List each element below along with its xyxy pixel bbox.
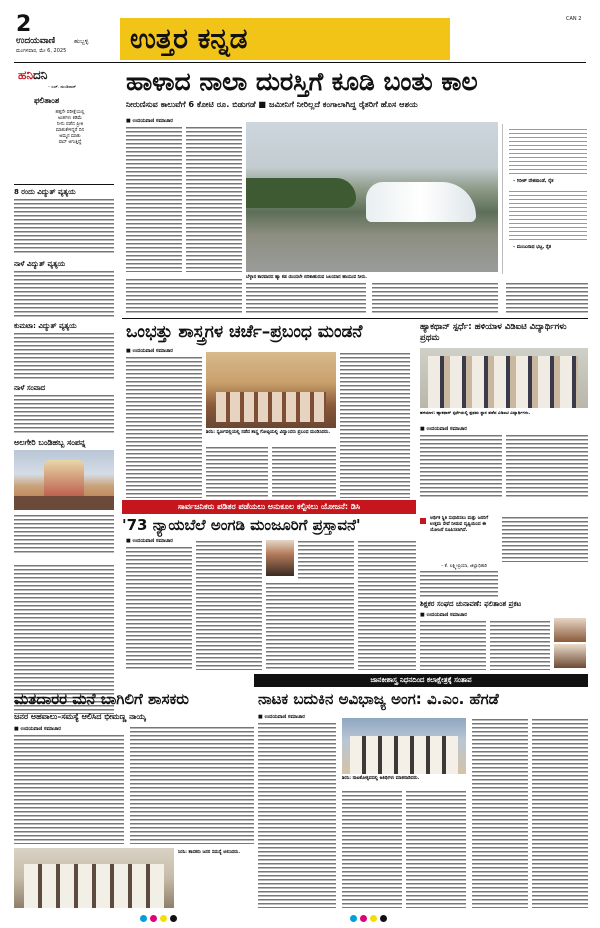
hackathon-story [416,322,588,498]
seminar-story [122,322,412,498]
sports-box [420,600,588,670]
drama-story [258,690,588,910]
drama-body [532,718,588,908]
mla-photo [14,848,174,908]
seminar-body [272,446,336,498]
drama-byline: ■ ಉದಯವಾಣಿ ಸಮಾಚಾರ [258,714,305,720]
hackathon-body [420,434,502,498]
sports-headline: ಶಿಕ್ಷಕರ ಸಂಘದ ಚುನಾವಣೆ: ಫಲಿತಾಂಶ ಪ್ರಕಟ [420,600,522,608]
poem-line: ನೀನು ಪಡೆದ ಪ್ರೀತಿ [56,122,84,127]
horoscope-logo [18,68,47,83]
registration-dot [140,915,147,922]
drama-body [406,790,466,908]
ration-story [122,538,416,670]
hackathon-headline: ಹ್ಯಾಕಥಾನ್ ಸ್ಪರ್ಧೆ: ಹಳಿಯಾಳ ವಿಡಿಐಟಿ ವಿದ್ಯಾರ್ಥಿಗಳು ಪ್ರಥಮ [420,322,567,343]
drama-body [258,722,336,908]
ration-body [502,516,588,562]
quote2-author: – ಮಂಜುನಾಥ ಭಟ್ಟ, ರೈತ [513,245,552,250]
story-body [14,270,114,318]
divider [14,184,114,185]
drama-body [472,718,528,908]
lead-headline: ಹಾಳಾದ ನಾಲಾ ದುರಸ್ತಿಗೆ ಕೂಡಿ ಬಂತು ಕಾಲ [126,67,478,96]
trees-shape [246,178,356,208]
poem-line: ಅಮ್ಮನ ಮಾತು [59,134,81,139]
registration-dot [150,915,157,922]
lead-subhead: ನೀರುಣಿಸುವ ಕಾಲುವೆಗೆ 6 ಕೋಟಿ ರೂ. ಬಿಡುಗಡೆ ■ ಜಮೀನಿಗೆ ನೀರಿಲ್ಲದೆ ಕಂಗಾಲಾಗಿದ್ದ ರೈತರಿಗೆ ಹೊಸ ಆಶಯ [126,99,418,109]
registration-dot [370,915,377,922]
mla-photo-caption: ಸಿರಸಿ: ಶಾಸಕರು ಜನರ ಸಮಸ್ಯೆ ಆಲಿಸಿದರು. [178,850,240,855]
ration-body [358,540,416,670]
paper-name: ಉದಯವಾಣಿ [16,36,56,46]
horoscope-brand-a: ಹನಿ [18,68,33,82]
quote-text [509,128,587,174]
poem-line: ಪಾಸ್ ಆಗುತ್ತಿದ್ದೆ [58,140,82,145]
seminar-body [126,356,202,498]
dc-portrait [266,540,294,576]
waterfall-shape [366,182,476,222]
lead-photo [246,122,498,272]
horoscope-box [14,66,114,166]
registration-dot [170,915,177,922]
drama-body [342,790,402,908]
drama-caption: ಶಿರಸಿ: ನಾಟಕೋತ್ಸವದಲ್ಲಿ ಅತಿಥಿಗಳು ಮಾತನಾಡಿದರು. [342,776,420,781]
hackathon-caption: ಹಳಿಯಾಳ: ಹ್ಯಾಕಥಾನ್ ಸ್ಪರ್ಧೆಯಲ್ಲಿ ಪ್ರಥಮ ಸ್ಥಾನ ಪಡೆದ ವಿಡಿಐಟಿ ವಿದ್ಯಾರ್ಥಿಗಳು. [420,410,531,415]
sports-body [420,620,486,670]
lead-quote-box [502,124,589,274]
registration-dot [380,915,387,922]
registration-dot [360,915,367,922]
issue-date: ಮಂಗಳವಾರ, ಮೇ 6, 2025 [16,48,67,54]
story-body [14,394,114,434]
horoscope-author: – ಎಚ್. ಡುಂಡಿರಾಜ್ [48,84,77,89]
horoscope-poem [30,110,110,146]
candidate-photo [554,618,586,642]
masthead [0,0,600,64]
people-row [24,864,164,908]
mla-subhead: ಜನರ ಅಹವಾಲು–ಸಮಸ್ಯೆ ಆಲಿಸಿದ ಭೀಮಣ್ಣ ನಾಯ್ಕ [14,712,146,721]
story-samvada-title: ನಾಳೆ ಸಂವಾದ [14,384,46,392]
mla-story [14,690,254,910]
seminar-body [340,352,410,498]
poem-line: ಮಾತುಕೇಳಿದ್ದರೆ ದಿನ [55,128,85,133]
story-body [14,514,114,554]
seminar-byline: ■ ಉದಯವಾಣಿ ಸಮಾಚಾರ [126,348,173,354]
poem-line: ಅಂಕಗಳು ಕಡಿಮೆ [57,116,83,121]
quote1-author: – ಗಿರೀಶ್ ದೇಶಪಾಂಡೆ, ರೈತ [513,179,554,184]
lead-body [126,126,182,272]
seminar-photo [206,352,336,428]
lead-byline: ■ ಉದಯವಾಣಿ ಸಮಾಚಾರ [126,118,173,124]
horoscope-title: ಫಲಿತಾಂಶ [34,96,60,105]
story-power-cut-tomorrow-title: ನಾಳೆ ವಿದ್ಯುತ್ ವ್ಯತ್ಯಯ [14,260,66,268]
lead-body [126,278,242,314]
registration-dot [350,915,357,922]
city-label: ಹುಬ್ಬಳ್ಳಿ [74,38,89,45]
lead-body [506,282,588,314]
lead-photo-caption: ಬೆಳ್ಳಾನ ಕಾರವಾರದ ಹ್ಯಾ ಕಡ ಯಿಂದಲೇ ಬಿರಿಕಾಹುರುವ ಜಲಯಾನ ಹಾಯುವ ನೀರು. [246,275,367,280]
hackathon-photo [420,348,588,408]
festival-photo [14,450,114,510]
callout-text: ಆರ್ಥಿಕ ಸ್ಥಿತಿ ಸುಧಾರಿಸಲು ಮತ್ತು ಜನರಿಗೆ ಉತ್ತಮ ಸೇವೆ ನೀಡುವ ದೃಷ್ಟಿಯಿಂದ ಈ ಯೋಜನೆ ರೂಪಿಸಲಾಗಿದೆ. [430,516,489,533]
seminar-headline: ಒಂಭತ್ತು ಶಾಸ್ತ್ರಗಳ ಚರ್ಚೆ–ಪ್ರಬಂಧ ಮಂಡನೆ [126,322,363,342]
drama-photo [342,718,466,774]
hackathon-byline: ■ ಉದಯವಾಣಿ ಸಮಾಚಾರ [420,426,467,432]
divider [122,318,588,319]
page-number: 2 [16,12,32,37]
ration-byline: ■ ಉದಯವಾಣಿ ಸಮಾಚಾರ [126,538,173,544]
story-kumta-power-title: ಕುಮಟಾ: ವಿದ್ಯುತ್ ವ್ಯತ್ಯಯ [14,322,77,330]
drama-headline: ನಾಟಕ ಬದುಕಿನ ಅವಿಭಾಜ್ಯ ಅಂಗ: ವಿ.ಎಂ. ಹೆಗಡೆ [258,690,499,708]
registration-dot [160,915,167,922]
story-bandi-habba-title: ಅಲಗೇರಿ ಬಂಡಿಹಬ್ಬ ಸಂಪನ್ನ [14,438,86,447]
lead-story [122,68,588,314]
callout-marker [420,518,426,524]
ration-body [196,540,262,670]
section-title: ಉತ್ತರ ಕನ್ನಡ [120,18,450,60]
seminar-body [206,446,268,498]
hackathon-body [506,434,588,498]
seminar-caption: ಶಿರಸಿ: ಸ್ವರ್ಣವಲ್ಲಿಯಲ್ಲಿ ನಡೆದ ಶಾಸ್ತ್ರ ಗೋಷ್ಠಿಯಲ್ಲಿ ವಿದ್ವಾಂಸರು ಪ್ರಬಂಧ ಮಂಡಿಸಿದರು. [206,430,331,435]
ration-headline: '73 ನ್ಯಾಯಬೆಲೆ ಅಂಗಡಿ ಮಂಜೂರಿಗೆ ಪ್ರಸ್ತಾವನೆ' [122,516,361,534]
poem-line: ಹತ್ತನೇ ಪರೀಕ್ಷೆಯಲ್ಲಿ [55,110,85,115]
crowd-shape [14,496,114,510]
page-code: CAN 2 [566,16,582,22]
people-row [216,392,326,422]
mla-body [130,726,254,844]
sports-body [490,620,550,670]
lead-body [186,126,242,272]
ration-body [126,546,192,670]
registration-marks [140,914,460,924]
lead-body [372,282,498,314]
mla-body [14,734,124,844]
people-row [350,736,458,774]
masthead-rule [14,62,586,63]
story-body [14,198,114,254]
callout-author: – ಕೆ. ಲಕ್ಷ್ಮೀಪ್ರಿಯಾ, ಜಿಲ್ಲಾಧಿಕಾರಿ [440,564,488,569]
mla-byline: ■ ಉದಯವಾಣಿ ಸಮಾಚಾರ [14,726,61,732]
red-banner: ಸಾರ್ವಜನಿಕರು ಪಡಿತರ ಪಡೆಯಲು ಅನುಕೂಲ ಕಲ್ಪಿಸಲು ಯೋಜನೆ: ಡಿಸಿ [122,500,416,514]
ration-body [266,582,354,670]
sports-byline: ■ ಉದಯವಾಣಿ ಸಮಾಚಾರ [420,612,467,618]
lead-body [246,282,366,314]
ration-body [420,570,498,598]
horoscope-brand-b: ದನಿ [33,68,48,82]
story-body [14,332,114,380]
bottom-banner: ಜಾನಕೀಶಾಸ್ತ್ರ ನಿಧನದಿಂದ ಕಲಾಕ್ಷೇತ್ರಕ್ಕೆ ಸಂತಾಪ [254,674,588,687]
quote-text [509,190,587,240]
story-power-cut-8th-title: 8 ರಂದು ವಿದ್ಯುತ್ ವ್ಯತ್ಯಯ [14,188,76,196]
candidate-photo [554,644,586,668]
mla-headline: ಮತದಾರರ ಮನೆ ಬಾಗಿಲಿಗೆ ಶಾಸಕರು [14,690,189,708]
people-row [428,356,578,408]
ration-body [298,540,354,580]
